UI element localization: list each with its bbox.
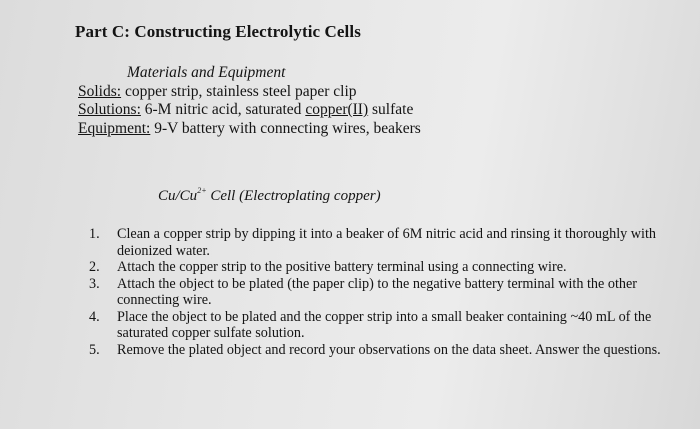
- cell-heading: [158, 186, 381, 205]
- step-text: Place the object to be plated and the copper strip into a small beaker containing ~40 mL of the saturated copper sulfate solution.: [117, 308, 652, 341]
- solutions-value-c: sulfate: [368, 101, 414, 118]
- cell-heading-charge: 2+: [197, 186, 207, 195]
- step-number: 4.: [89, 308, 100, 325]
- materials-heading: Materials and Equipment: [127, 64, 286, 81]
- step-text: Attach the object to be plated (the paper clip) to the negative battery terminal with the other connecting wire.: [117, 275, 638, 308]
- step-number: 3.: [89, 275, 100, 292]
- solids-label: Solids:: [78, 83, 122, 100]
- step-text: Clean a copper strip by dipping it into a beaker of 6M nitric acid and rinsing it thoroughly with deionized water.: [117, 226, 657, 259]
- solutions-value-a: 6-M nitric acid, saturated: [140, 101, 306, 118]
- equipment-label: Equipment:: [78, 120, 151, 137]
- list-item: [89, 309, 669, 342]
- solids-value: copper strip, stainless steel paper clip: [121, 83, 357, 100]
- step-number: 5.: [89, 341, 100, 358]
- step-text: Remove the plated object and record your observations on the data sheet. Answer the questions.: [117, 341, 661, 358]
- equipment-line: [78, 120, 421, 138]
- cell-heading-prefix: Cu/Cu: [158, 188, 198, 204]
- cell-heading-suffix: Cell (Electroplating copper): [206, 188, 381, 204]
- list-item: [89, 226, 669, 259]
- solutions-label: Solutions:: [78, 101, 141, 118]
- step-number: 2.: [89, 259, 100, 275]
- equipment-value: 9-V battery with connecting wires, beakers: [150, 120, 421, 137]
- page-title: Part C: Constructing Electrolytic Cells: [75, 22, 361, 41]
- list-item: [89, 259, 669, 276]
- list-item: [89, 342, 669, 359]
- solutions-value-copper: copper(II): [305, 101, 369, 118]
- solids-line: [78, 83, 357, 101]
- list-item: [89, 276, 669, 309]
- step-number: 1.: [89, 226, 100, 242]
- step-text: Attach the copper strip to the positive battery terminal using a connecting wire.: [117, 259, 567, 275]
- solutions-line: [78, 101, 413, 119]
- procedure-list: [89, 226, 669, 358]
